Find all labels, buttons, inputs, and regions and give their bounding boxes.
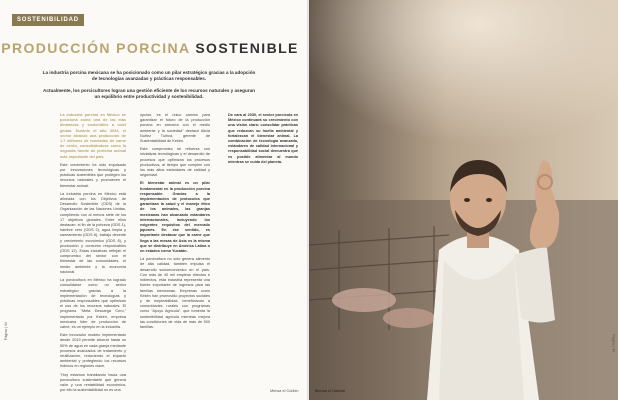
body-paragraph: Este crecimiento ha sido impulsado por innovaciones tecnológicas y prácticas sostenibles que protegen los recursos naturales y promueven el bienestar animal. bbox=[60, 162, 126, 188]
page-number-left: Página | 44 bbox=[4, 322, 8, 340]
body-paragraph: La industria porcina en México está alineada con los Objetivos de Desarrollo Sostenible (ODS) de la Organización de las Naciones Unidas, cumpliendo con al menos siete de los 17 objetivos globales. Entre ellos destacan: el fin de la pobreza (ODS 1), hambre cero (ODS 2), agua limpia y saneamiento (ODS 6), trabajo decente y crecimiento económico (ODS 8), y producción y consumo responsables (ODS 12). Estas iniciativas reflejan el compromiso del sector con el bienestar de las comunidades, el medio ambiente y la economía nacional. bbox=[60, 191, 126, 274]
article-title bbox=[0, 40, 300, 56]
text-column-1 bbox=[60, 113, 126, 396]
text-column-2 bbox=[140, 113, 210, 333]
body-paragraph: De cara al 2030, el sector porcícola en México continuará su crecimiento con una visión clara: consolidar prácticas que reduzcan su huella ambiental y fortalezcan el bienestar animal. La combinación de tecnología avanzada, estándares de calidad internacional y responsabilidad social demuestra que es posible alimentar al mundo mientras se cuida del planeta. bbox=[228, 113, 298, 164]
farmer-photo-illustration bbox=[309, 0, 618, 400]
body-paragraph: Este compromiso se refuerza con iniciativas tecnológicas y el desarrollo de procesos que optimizan los procesos productivos, al tiempo que cumplen con los más altos estándares de calidad y seguridad. bbox=[140, 147, 210, 178]
page-number-right: Página | 45 bbox=[612, 334, 616, 352]
text-column-3 bbox=[228, 113, 298, 168]
right-page bbox=[309, 0, 618, 400]
body-paragraph: "Hoy estamos transitando hacia una porcicultura sustentable que genera valor y una rentabilidad económica, por ello la sustentabilidad no es una bbox=[60, 372, 126, 393]
magazine-name-right: Mensa el Cubbin bbox=[315, 389, 346, 393]
body-paragraph: La porcicultura no solo genera alimento de alta calidad, también impulsa el desarrollo socioeconómico en el país. Con más de 40 mil empleos directos e indirectos, esta industria representa una fuente importante de ingresos para las familias mexicanas. Empresas como Kekén han promovido proyectos sociales y de empleabilidad, beneficiando a comunidades rurales con programas como "Apoyo Agrícola", que fomenta la sostenibilidad agrícola mientras mejora las condiciones de vida de más de 500 familias. bbox=[140, 257, 210, 329]
title-part-1: PRODUCCIÓN PORCINA bbox=[1, 40, 191, 56]
body-paragraph: Este innovador modelo implementado desde 2019 permite ahorrar hasta un 50% de agua en cada granja mediante procesos avanzados de tratamiento y reutilización, reduciendo el impacto ambiental y protegiendo los recursos hídricos en regiones clave. bbox=[60, 333, 126, 369]
body-paragraph: opción, es el único camino para garantizar el futuro de la producción porcina en armonía con el medio ambiente y la sociedad" destacó Alicia Nuñez Tuirica, gerente de Sustentabilidad de Kekén. bbox=[140, 113, 210, 144]
spread-gutter bbox=[307, 0, 311, 400]
title-part-2: SOSTENIBLE bbox=[195, 40, 299, 56]
magazine-name-left: Mensa el Cubbin bbox=[270, 389, 299, 393]
lead-paragraphs bbox=[40, 70, 258, 105]
section-tab: SOSTENIBILIDAD bbox=[12, 14, 84, 26]
body-paragraph: El bienestar animal es un pilar fundamental en la producción porcina responsable. Gracias a la implementación de protocolos que garantizan la salud y el manejo ético de los animales, las granjas mexicanas han alcanzado estándares internacionales, incluyendo los exigentes requisitos del mercado japonés. En ese sentido, es importante destacar que la carne que llega a las mesas de Asia es la misma que se distribuye en América Latina o en estados como Yucatán. bbox=[140, 181, 210, 254]
body-paragraph: La porcicultura en México ha logrado consolidarse como un sector estratégico gracias a la implementación de tecnologías y prácticas responsables que optimizan el uso de los recursos naturales. El programa "Meta Descarga Cero," implementado por Kekén, empresa mexicana líder de producción de carne, es un ejemplo en la industria. bbox=[60, 278, 126, 329]
lead-paragraph: Actualmente, los porcicultores logran una gestión eficiente de los recursos naturales y aseguran un equilibrio entre productividad y sostenibilidad. bbox=[43, 87, 255, 99]
intro-paragraph: La industria porcina en México se posiciona como una de las más dinámicas y sostenibles a nivel global. Durante el año 2024, el sector alcanzó una producción de 1.7 millones de toneladas de carne de cerdo, consolidándose como la segunda fuente de proteína animal más importante del país. bbox=[60, 113, 126, 159]
farmer-photo bbox=[309, 0, 618, 400]
lead-paragraph: La industria porcina mexicana se ha posicionado como un pilar estratégico gracias a la adopción de tecnologías avanzadas y prácticas responsables. bbox=[42, 70, 256, 82]
